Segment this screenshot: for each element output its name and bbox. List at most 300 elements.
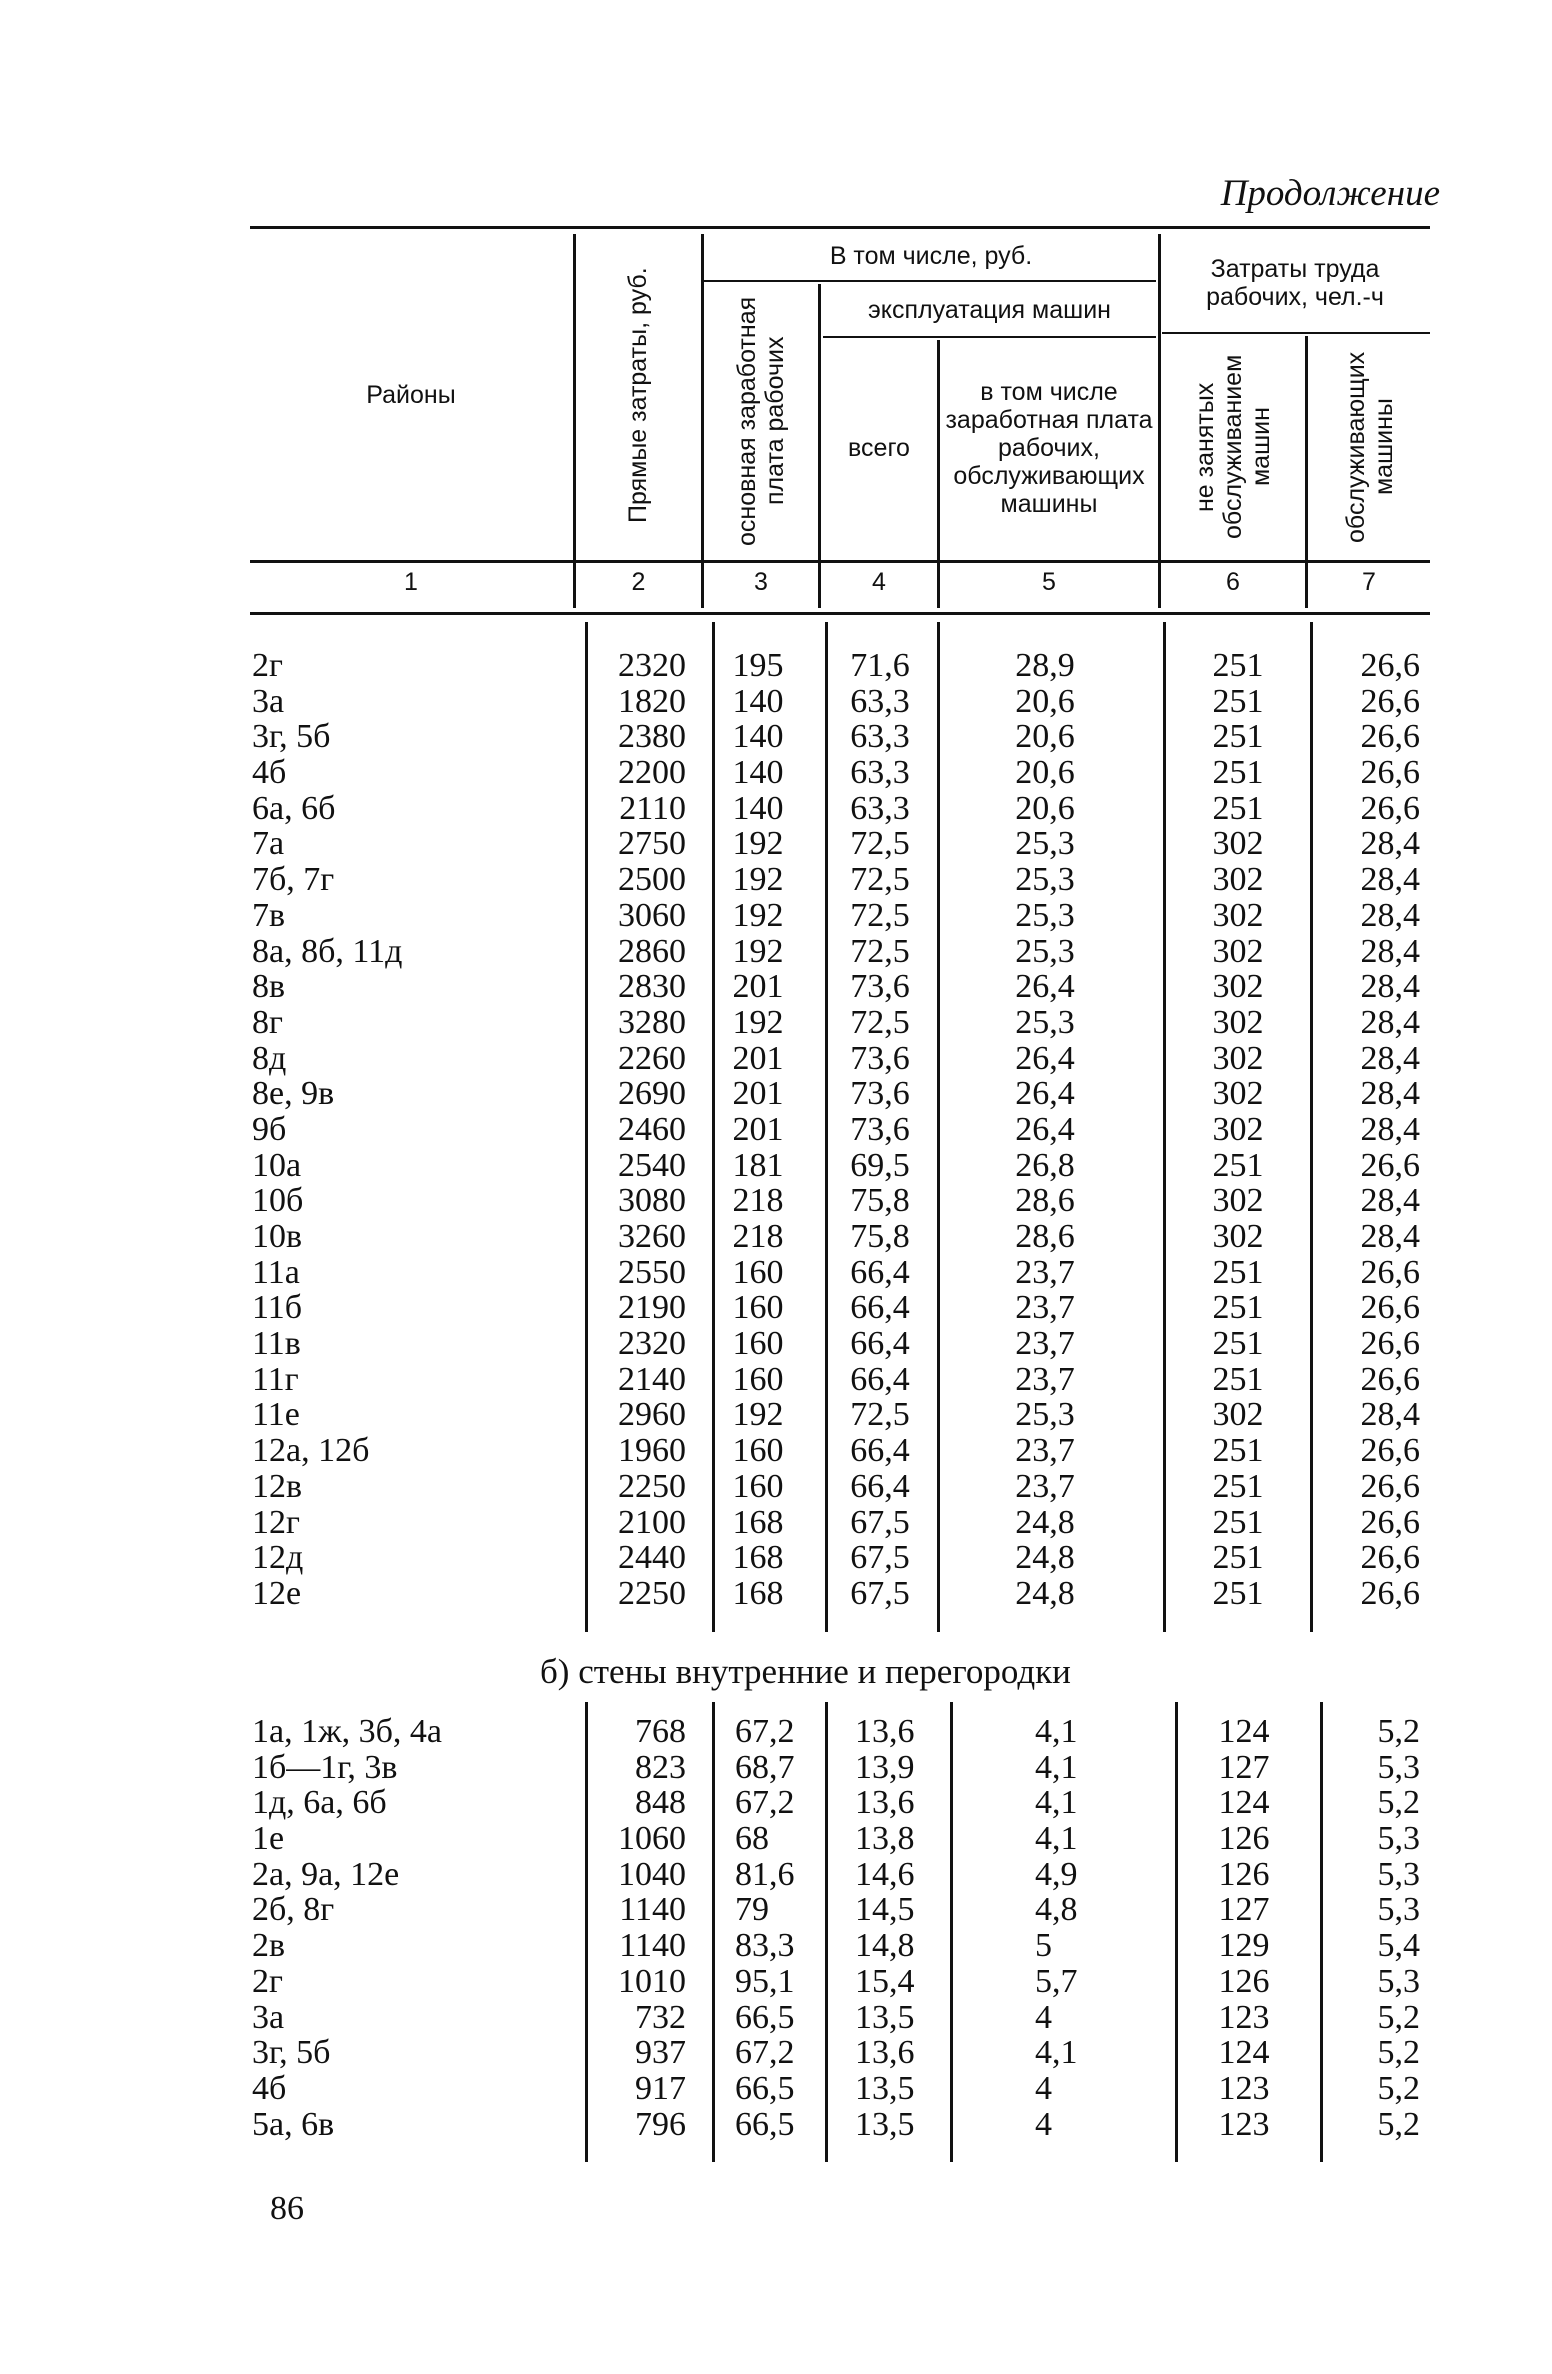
- cell-machines-total: 67,5: [850, 1539, 910, 1577]
- cell-base-wage: 140: [732, 718, 784, 756]
- cell-base-wage: 160: [732, 1325, 784, 1363]
- cell-labor-not-machine: 124: [1218, 1713, 1270, 1750]
- column-numbers-rule: [250, 612, 1430, 615]
- cell-base-wage: 192: [732, 932, 784, 970]
- cell-direct-costs: 2690: [618, 1075, 686, 1113]
- cell-labor-not-machine: 302: [1212, 1110, 1264, 1148]
- cell-machines-wage: 28,6: [1015, 1218, 1075, 1255]
- cell-machines-total: 63,3: [850, 754, 910, 792]
- cell-machines-wage: 26,4: [1015, 1110, 1075, 1148]
- cell-machines-wage: 25,3: [1015, 1003, 1075, 1041]
- cell-region: 4б: [252, 754, 287, 792]
- header-bottom-rule: [250, 560, 1430, 563]
- cell-labor-not-machine: 302: [1212, 1039, 1264, 1077]
- column-number-5: 5: [1042, 568, 1056, 596]
- cell-labor-machine: 5,2: [1377, 2069, 1420, 2107]
- cell-machines-total: 66,4: [850, 1325, 910, 1363]
- cell-machines-wage: 4,1: [1035, 1820, 1078, 1858]
- cell-machines-wage: 28,6: [1015, 1182, 1075, 1220]
- cell-machines-wage: 26,8: [1015, 1146, 1075, 1184]
- cell-machines-total: 14,6: [855, 1855, 915, 1893]
- cell-labor-machine: 26,6: [1360, 1432, 1420, 1470]
- cell-region: 8е, 9в: [252, 1075, 335, 1113]
- cell-labor-machine: 28,4: [1360, 1218, 1420, 1255]
- cell-region: 12а, 12б: [252, 1432, 370, 1470]
- cell-labor-not-machine: 251: [1212, 1503, 1264, 1541]
- cell-machines-wage: 4,1: [1035, 1784, 1078, 1822]
- cell-labor-not-machine: 302: [1212, 968, 1264, 1006]
- cell-base-wage: 140: [732, 789, 784, 827]
- section-b-title: б) стены внутренние и перегородки: [540, 1652, 1071, 1691]
- cell-direct-costs: 2750: [618, 825, 686, 863]
- cell-labor-machine: 26,6: [1360, 1325, 1420, 1363]
- page-number: 86: [270, 2190, 304, 2227]
- cell-labor-machine: 26,6: [1360, 1467, 1420, 1505]
- cell-region: 3а: [252, 1998, 285, 2036]
- cell-labor-machine: 5,2: [1377, 1998, 1420, 2036]
- cell-labor-not-machine: 302: [1212, 861, 1264, 899]
- header-separator-2: [701, 234, 704, 608]
- cell-base-wage: 66,5: [735, 2105, 795, 2143]
- subheader-rule-v-tom-chisle: [703, 280, 1156, 282]
- header-separator-5: [1158, 234, 1161, 608]
- cell-base-wage: 160: [732, 1253, 784, 1291]
- cell-labor-not-machine: 251: [1212, 1146, 1264, 1184]
- cell-machines-total: 72,5: [850, 825, 910, 863]
- cell-labor-machine: 5,2: [1377, 1713, 1420, 1750]
- cell-machines-wage: 4,9: [1035, 1855, 1078, 1893]
- cell-base-wage: 201: [732, 1110, 784, 1148]
- header-ne-zanyatykh: не занятых обслуживанием машин: [1191, 354, 1275, 540]
- cell-direct-costs: 1040: [618, 1855, 686, 1893]
- cell-base-wage: 160: [732, 1360, 784, 1398]
- cell-labor-not-machine: 251: [1212, 1574, 1264, 1612]
- column-number-4: 4: [872, 568, 886, 596]
- cell-region: 2а, 9а, 12е: [252, 1855, 400, 1893]
- cell-region: 10б: [252, 1182, 304, 1220]
- body-a-separator-2: [712, 622, 715, 1632]
- cell-base-wage: 218: [732, 1182, 784, 1220]
- header-separator-3: [818, 284, 821, 608]
- cell-region: 12г: [252, 1503, 300, 1541]
- cell-labor-machine: 5,3: [1377, 1748, 1420, 1786]
- cell-base-wage: 160: [732, 1432, 784, 1470]
- cell-base-wage: 67,2: [735, 2034, 795, 2072]
- cell-direct-costs: 2540: [618, 1146, 686, 1184]
- cell-base-wage: 79: [735, 1891, 769, 1929]
- cell-labor-machine: 28,4: [1360, 968, 1420, 1006]
- cell-direct-costs: 2440: [618, 1539, 686, 1577]
- cell-machines-wage: 20,6: [1015, 754, 1075, 792]
- cell-base-wage: 160: [732, 1467, 784, 1505]
- cell-direct-costs: 732: [635, 1998, 686, 2036]
- cell-region: 2г: [252, 647, 283, 684]
- cell-labor-machine: 5,2: [1377, 2105, 1420, 2143]
- cell-machines-total: 63,3: [850, 789, 910, 827]
- cell-labor-not-machine: 251: [1212, 1289, 1264, 1327]
- cell-labor-not-machine: 127: [1218, 1891, 1270, 1929]
- cell-machines-total: 72,5: [850, 1396, 910, 1434]
- cell-machines-total: 14,8: [855, 1927, 915, 1965]
- cell-machines-wage: 23,7: [1015, 1325, 1075, 1363]
- cell-labor-machine: 26,6: [1360, 1360, 1420, 1398]
- cell-region: 11в: [252, 1325, 301, 1363]
- cell-direct-costs: 2140: [618, 1360, 686, 1398]
- cell-labor-machine: 26,6: [1360, 1574, 1420, 1612]
- cell-region: 7в: [252, 896, 286, 934]
- cell-labor-not-machine: 251: [1212, 1325, 1264, 1363]
- cell-machines-wage: 4: [1035, 1998, 1052, 2036]
- cell-region: 1б—1г, 3в: [252, 1748, 398, 1786]
- cell-direct-costs: 2320: [618, 647, 686, 684]
- cell-region: 2в: [252, 1927, 286, 1965]
- cell-labor-machine: 5,2: [1377, 1784, 1420, 1822]
- cell-machines-wage: 4,1: [1035, 1713, 1078, 1750]
- cell-region: 11а: [252, 1253, 300, 1291]
- cell-labor-not-machine: 251: [1212, 1432, 1264, 1470]
- cell-direct-costs: 2260: [618, 1039, 686, 1077]
- cell-region: 1е: [252, 1820, 285, 1858]
- cell-labor-not-machine: 251: [1212, 789, 1264, 827]
- cell-direct-costs: 2110: [619, 789, 686, 827]
- subheader-rule-zatraty: [1162, 332, 1430, 334]
- cell-direct-costs: 848: [635, 1784, 686, 1822]
- cell-base-wage: 95,1: [735, 1962, 795, 2000]
- cell-machines-wage: 23,7: [1015, 1467, 1075, 1505]
- cell-direct-costs: 1060: [618, 1820, 686, 1858]
- cell-region: 11б: [252, 1289, 303, 1327]
- cell-machines-wage: 5: [1035, 1927, 1052, 1965]
- cell-labor-not-machine: 251: [1212, 1539, 1264, 1577]
- cell-base-wage: 201: [732, 1075, 784, 1113]
- cell-machines-total: 72,5: [850, 932, 910, 970]
- cell-machines-total: 73,6: [850, 968, 910, 1006]
- cell-machines-total: 75,8: [850, 1182, 910, 1220]
- cell-region: 10в: [252, 1218, 303, 1255]
- cell-direct-costs: 3260: [618, 1218, 686, 1255]
- cell-base-wage: 67,2: [735, 1784, 795, 1822]
- cell-labor-machine: 26,6: [1360, 647, 1420, 684]
- cell-machines-wage: 4,1: [1035, 2034, 1078, 2072]
- cell-labor-machine: 5,3: [1377, 1820, 1420, 1858]
- cell-direct-costs: 2100: [618, 1503, 686, 1541]
- header-pryamye-zatraty: Прямые затраты, руб.: [624, 267, 652, 523]
- cell-machines-wage: 25,3: [1015, 896, 1075, 934]
- cell-region: 8в: [252, 968, 286, 1006]
- body-b-separator-2: [712, 1702, 715, 2162]
- cell-machines-wage: 23,7: [1015, 1289, 1075, 1327]
- cell-labor-not-machine: 251: [1212, 1360, 1264, 1398]
- cell-direct-costs: 796: [635, 2105, 686, 2143]
- cell-machines-total: 71,6: [850, 647, 910, 684]
- header-ekspluatatsiya-mashin: эксплуатация машин: [868, 296, 1111, 324]
- cell-machines-total: 67,5: [850, 1574, 910, 1612]
- cell-direct-costs: 1960: [618, 1432, 686, 1470]
- cell-labor-not-machine: 302: [1212, 932, 1264, 970]
- cell-machines-wage: 26,4: [1015, 968, 1075, 1006]
- cell-machines-total: 13,5: [855, 2069, 915, 2107]
- cell-labor-machine: 26,6: [1360, 1289, 1420, 1327]
- cell-region: 1д, 6а, 6б: [252, 1784, 387, 1822]
- cell-base-wage: 140: [732, 682, 784, 720]
- cell-machines-total: 73,6: [850, 1110, 910, 1148]
- cell-region: 5а, 6в: [252, 2105, 335, 2143]
- cell-machines-total: 63,3: [850, 718, 910, 756]
- column-number-1: 1: [404, 568, 418, 596]
- cell-labor-not-machine: 251: [1212, 1253, 1264, 1291]
- cell-machines-wage: 5,7: [1035, 1962, 1078, 2000]
- cell-direct-costs: 1140: [619, 1927, 686, 1965]
- table-top-rule: [250, 226, 1430, 229]
- cell-base-wage: 168: [732, 1574, 784, 1612]
- cell-machines-total: 13,6: [855, 1784, 915, 1822]
- cell-machines-wage: 25,3: [1015, 932, 1075, 970]
- cell-machines-total: 13,5: [855, 1998, 915, 2036]
- cell-labor-machine: 28,4: [1360, 1003, 1420, 1041]
- cell-labor-not-machine: 302: [1212, 1075, 1264, 1113]
- cell-base-wage: 192: [732, 1003, 784, 1041]
- cell-machines-total: 73,6: [850, 1039, 910, 1077]
- cell-labor-machine: 5,3: [1377, 1855, 1420, 1893]
- cell-direct-costs: 823: [635, 1748, 686, 1786]
- cell-machines-total: 13,6: [855, 1713, 915, 1750]
- cell-machines-wage: 26,4: [1015, 1039, 1075, 1077]
- cell-direct-costs: 1010: [618, 1962, 686, 2000]
- cell-region: 7б, 7г: [252, 861, 335, 899]
- cell-region: 1а, 1ж, 3б, 4а: [252, 1713, 442, 1750]
- cell-machines-total: 72,5: [850, 861, 910, 899]
- cell-base-wage: 195: [732, 647, 784, 684]
- cell-region: 11г: [252, 1360, 299, 1398]
- cell-machines-wage: 25,3: [1015, 861, 1075, 899]
- cell-labor-not-machine: 302: [1212, 1003, 1264, 1041]
- cell-labor-machine: 26,6: [1360, 1146, 1420, 1184]
- header-vsego: всего: [848, 434, 910, 462]
- cell-direct-costs: 917: [635, 2069, 686, 2107]
- cell-labor-machine: 26,6: [1360, 1503, 1420, 1541]
- cell-machines-total: 13,9: [855, 1748, 915, 1786]
- cell-labor-machine: 5,3: [1377, 1962, 1420, 2000]
- cell-machines-wage: 4: [1035, 2069, 1052, 2107]
- cell-machines-wage: 25,3: [1015, 1396, 1075, 1434]
- header-separator-1: [573, 234, 576, 608]
- cell-labor-machine: 28,4: [1360, 1075, 1420, 1113]
- cell-direct-costs: 2830: [618, 968, 686, 1006]
- cell-machines-total: 66,4: [850, 1467, 910, 1505]
- cell-base-wage: 168: [732, 1539, 784, 1577]
- cell-base-wage: 201: [732, 1039, 784, 1077]
- cell-direct-costs: 2500: [618, 861, 686, 899]
- cell-base-wage: 68: [735, 1820, 769, 1858]
- cell-labor-machine: 28,4: [1360, 1039, 1420, 1077]
- cell-labor-machine: 28,4: [1360, 1396, 1420, 1434]
- header-v-tom-chisle-zarplata: в том числе заработная плата рабочих, обслуживающих машины: [945, 378, 1153, 518]
- cell-labor-not-machine: 302: [1212, 1396, 1264, 1434]
- cell-labor-not-machine: 126: [1218, 1820, 1270, 1858]
- cell-machines-total: 13,8: [855, 1820, 915, 1858]
- cell-region: 3г, 5б: [252, 718, 331, 756]
- cell-machines-wage: 23,7: [1015, 1360, 1075, 1398]
- cell-labor-machine: 28,4: [1360, 1182, 1420, 1220]
- cell-machines-total: 75,8: [850, 1218, 910, 1255]
- cell-base-wage: 168: [732, 1503, 784, 1541]
- cell-region: 11е: [252, 1396, 300, 1434]
- cell-machines-total: 14,5: [855, 1891, 915, 1929]
- cell-machines-wage: 4,8: [1035, 1891, 1078, 1929]
- cell-labor-not-machine: 302: [1212, 896, 1264, 934]
- body-b-separator-4: [950, 1702, 953, 2162]
- cell-machines-total: 72,5: [850, 896, 910, 934]
- cell-labor-machine: 5,3: [1377, 1891, 1420, 1929]
- cell-machines-wage: 23,7: [1015, 1432, 1075, 1470]
- cell-region: 12в: [252, 1467, 303, 1505]
- cell-direct-costs: 2380: [618, 718, 686, 756]
- cell-region: 6а, 6б: [252, 789, 336, 827]
- cell-region: 12д: [252, 1539, 304, 1577]
- cell-machines-total: 66,4: [850, 1432, 910, 1470]
- cell-direct-costs: 3280: [618, 1003, 686, 1041]
- cell-machines-total: 63,3: [850, 682, 910, 720]
- cell-labor-not-machine: 251: [1212, 1467, 1264, 1505]
- cell-base-wage: 192: [732, 861, 784, 899]
- cell-machines-total: 66,4: [850, 1253, 910, 1291]
- cell-direct-costs: 3080: [618, 1182, 686, 1220]
- header-v-tom-chisle: В том числе, руб.: [829, 242, 1033, 270]
- cell-base-wage: 68,7: [735, 1748, 795, 1786]
- header-zatraty-truda: Затраты труда рабочих, чел.-ч: [1206, 255, 1384, 311]
- cell-machines-total: 15,4: [855, 1962, 915, 2000]
- cell-base-wage: 140: [732, 754, 784, 792]
- cell-machines-total: 72,5: [850, 1003, 910, 1041]
- cell-labor-not-machine: 127: [1218, 1748, 1270, 1786]
- header-osnovnaya-zarplata: основная заработная плата рабочих: [733, 296, 789, 546]
- body-a-separator-4: [937, 622, 940, 1632]
- cell-labor-not-machine: 126: [1218, 1855, 1270, 1893]
- cell-labor-not-machine: 123: [1218, 2069, 1270, 2107]
- cell-base-wage: 160: [732, 1289, 784, 1327]
- cell-region: 3а: [252, 682, 285, 720]
- cell-machines-wage: 20,6: [1015, 718, 1075, 756]
- cell-labor-not-machine: 129: [1218, 1927, 1270, 1965]
- cell-base-wage: 81,6: [735, 1855, 795, 1893]
- column-number-7: 7: [1362, 568, 1376, 596]
- cell-region: 4б: [252, 2069, 287, 2107]
- subheader-rule-ekspluatatsiya: [823, 336, 1156, 338]
- cell-base-wage: 192: [732, 896, 784, 934]
- cell-base-wage: 181: [732, 1146, 784, 1184]
- cell-labor-not-machine: 251: [1212, 754, 1264, 792]
- cell-direct-costs: 2250: [618, 1574, 686, 1612]
- cell-labor-machine: 26,6: [1360, 754, 1420, 792]
- cell-base-wage: 66,5: [735, 2069, 795, 2107]
- cell-labor-machine: 28,4: [1360, 861, 1420, 899]
- header-rayony: Районы: [366, 381, 456, 409]
- cell-labor-machine: 26,6: [1360, 682, 1420, 720]
- cell-labor-not-machine: 302: [1212, 825, 1264, 863]
- cell-labor-not-machine: 123: [1218, 1998, 1270, 2036]
- cell-labor-machine: 26,6: [1360, 718, 1420, 756]
- cell-direct-costs: 2960: [618, 1396, 686, 1434]
- cell-direct-costs: 2190: [618, 1289, 686, 1327]
- cell-machines-wage: 24,8: [1015, 1574, 1075, 1612]
- cell-machines-wage: 24,8: [1015, 1503, 1075, 1541]
- cell-machines-wage: 20,6: [1015, 682, 1075, 720]
- cell-base-wage: 218: [732, 1218, 784, 1255]
- body-b-separator-5: [1175, 1702, 1178, 2162]
- cell-labor-machine: 28,4: [1360, 825, 1420, 863]
- cell-region: 7а: [252, 825, 285, 863]
- cell-labor-machine: 28,4: [1360, 1110, 1420, 1148]
- cell-labor-machine: 26,6: [1360, 789, 1420, 827]
- cell-direct-costs: 1820: [618, 682, 686, 720]
- cell-direct-costs: 1140: [619, 1891, 686, 1929]
- cell-machines-wage: 4,1: [1035, 1748, 1078, 1786]
- cell-labor-machine: 28,4: [1360, 932, 1420, 970]
- cell-direct-costs: 2460: [618, 1110, 686, 1148]
- cell-machines-wage: 4: [1035, 2105, 1052, 2143]
- cell-region: 8а, 8б, 11д: [252, 932, 403, 970]
- cell-machines-wage: 24,8: [1015, 1539, 1075, 1577]
- cell-labor-not-machine: 124: [1218, 2034, 1270, 2072]
- cell-machines-total: 69,5: [850, 1146, 910, 1184]
- cell-base-wage: 192: [732, 825, 784, 863]
- cell-direct-costs: 2860: [618, 932, 686, 970]
- cell-labor-machine: 5,4: [1377, 1927, 1420, 1965]
- column-number-3: 3: [754, 568, 768, 596]
- cell-direct-costs: 2550: [618, 1253, 686, 1291]
- cell-direct-costs: 937: [635, 2034, 686, 2072]
- cell-base-wage: 201: [732, 968, 784, 1006]
- cell-base-wage: 83,3: [735, 1927, 795, 1965]
- cell-region: 10а: [252, 1146, 302, 1184]
- cell-machines-total: 66,4: [850, 1360, 910, 1398]
- cell-region: 2б, 8г: [252, 1891, 335, 1929]
- cell-direct-costs: 2250: [618, 1467, 686, 1505]
- cell-machines-total: 67,5: [850, 1503, 910, 1541]
- body-a-separator-6: [1310, 622, 1313, 1632]
- cell-base-wage: 66,5: [735, 1998, 795, 2036]
- cell-labor-not-machine: 302: [1212, 1218, 1264, 1255]
- cell-direct-costs: 2320: [618, 1325, 686, 1363]
- cell-labor-machine: 5,2: [1377, 2034, 1420, 2072]
- cell-direct-costs: 768: [635, 1713, 686, 1750]
- cell-machines-total: 66,4: [850, 1289, 910, 1327]
- cell-machines-wage: 23,7: [1015, 1253, 1075, 1291]
- cell-machines-wage: 20,6: [1015, 789, 1075, 827]
- cell-labor-not-machine: 302: [1212, 1182, 1264, 1220]
- cell-base-wage: 192: [732, 1396, 784, 1434]
- header-obsluzhivayushchikh: обслуживающих машины: [1342, 351, 1398, 543]
- cell-machines-wage: 26,4: [1015, 1075, 1075, 1113]
- cell-labor-not-machine: 251: [1212, 718, 1264, 756]
- cell-labor-not-machine: 251: [1212, 682, 1264, 720]
- cell-machines-wage: 28,9: [1015, 647, 1075, 684]
- cell-labor-not-machine: 251: [1212, 647, 1264, 684]
- cell-region: 3г, 5б: [252, 2034, 331, 2072]
- cell-labor-not-machine: 124: [1218, 1784, 1270, 1822]
- cell-region: 2г: [252, 1962, 283, 2000]
- cell-labor-machine: 28,4: [1360, 896, 1420, 934]
- cell-base-wage: 67,2: [735, 1713, 795, 1750]
- cell-machines-total: 13,5: [855, 2105, 915, 2143]
- column-number-2: 2: [631, 568, 646, 596]
- cell-direct-costs: 2200: [618, 754, 686, 792]
- cell-labor-not-machine: 123: [1218, 2105, 1270, 2143]
- cell-region: 9б: [252, 1110, 287, 1148]
- cell-region: 8г: [252, 1003, 283, 1041]
- column-number-6: 6: [1226, 568, 1240, 596]
- cell-labor-machine: 26,6: [1360, 1539, 1420, 1577]
